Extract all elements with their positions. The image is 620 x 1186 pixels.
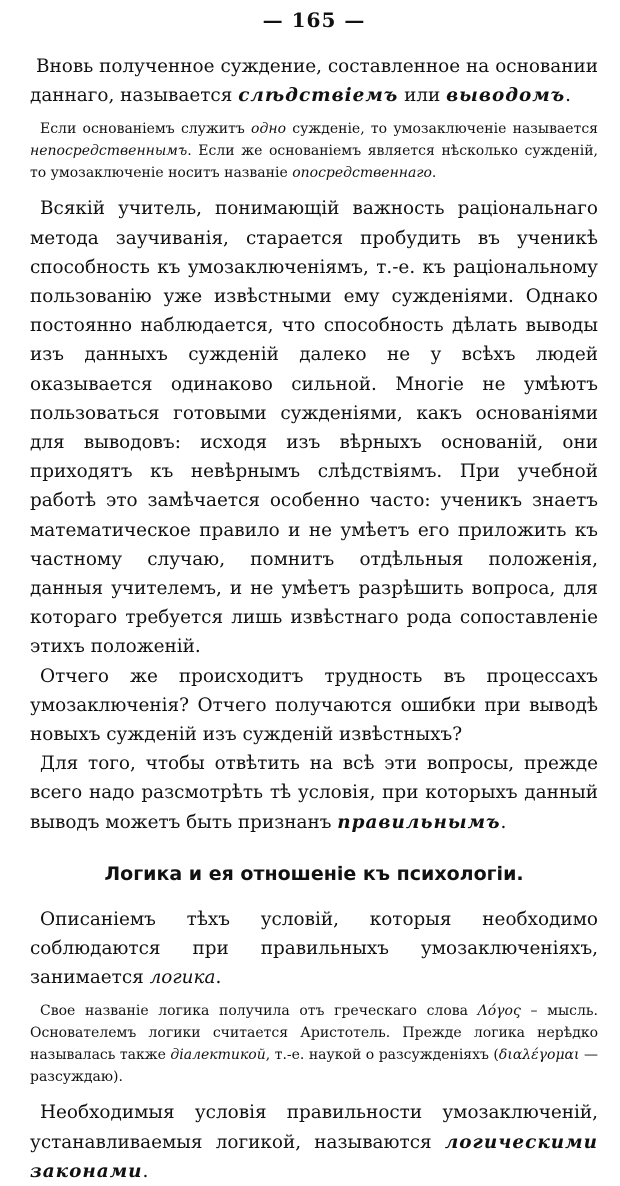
text: — разсуждаю).	[30, 1047, 599, 1086]
paragraph-teacher: Всякій учитель, понимающій важность раціональнаго метода заучиванія, старается пробудить въ ученикѣ способность къ умозаключеніямъ, т.-е. къ раціональному пользованію уже извѣстными ему сужденіями. Однако постоянно наблюдается, что способность дѣлать выводы изъ данныхъ сужденій далеко не у всѣхъ людей оказывается одинаково сильной. Многіе не умѣютъ пользоваться готовыми сужденіями, какъ основаніями для выводовъ: исходя изъ вѣрныхъ основаній, они приходятъ къ невѣрнымъ слѣдствіямъ. При учебной работѣ это замѣчается особенно часто: ученикъ знаетъ математическое правило и не умѣетъ его приложить къ частному случаю, помнитъ отдѣльныя положенія, данныя учителемъ, и не умѣетъ разрѣшить вопроса, для котораго требуется лишь извѣстнаго рода сопоставленіе этихъ положеній.	[30, 198, 598, 658]
text: Описаніемъ тѣхъ условій, которыя необходимо соблюдаются при правильныхъ умозаключеніяхъ, занимается	[30, 908, 598, 989]
term-logical-laws: логическими законами	[30, 1131, 598, 1182]
term-immediate: непосредственнымъ	[30, 143, 188, 160]
term-logic: логика	[149, 967, 216, 989]
note-inference-types	[30, 118, 598, 184]
page-number: — 165 —	[262, 8, 366, 32]
paragraph-laws	[30, 1098, 598, 1186]
text: .	[431, 165, 437, 182]
text: Если основаніемъ служитъ	[40, 121, 252, 138]
text: .	[215, 967, 222, 989]
note-logic-name	[30, 1000, 598, 1088]
term-one: одно	[251, 121, 286, 138]
text: Вновь полученное суждение, составленное на основании даннаго, называется	[30, 56, 598, 107]
text: – мысль. Основателемъ логики считается Аристотель. Прежде логика нерѣдко называлась также	[30, 1003, 598, 1064]
paragraph-consequence	[30, 52, 598, 110]
paragraph-conditions	[30, 749, 598, 837]
term-dialegomai: διαλέγομαι	[498, 1047, 580, 1064]
text: Необходимыя условія правильности умозаключеній, устанавливаемыя логикой, называются	[30, 1102, 598, 1153]
section-heading: Логика и ея отношеніе къ психологіи.	[104, 862, 524, 885]
term-consequence: слѣдствіемъ	[238, 85, 399, 107]
term-conclusion: выводомъ	[446, 85, 566, 107]
text: .	[565, 85, 572, 107]
text: .	[500, 811, 507, 833]
text: Свое названіе логика получила отъ греческаго слова	[40, 1003, 478, 1020]
term-logos: Λόγος	[477, 1003, 521, 1020]
text: Для того, чтобы отвѣтить на всѣ эти вопросы, прежде всего надо разсмотрѣть тѣ условія, при которыхъ данный выводъ можетъ быть признанъ	[30, 753, 598, 833]
text: . Если же основаніемъ является нѣсколько сужденій, то умозаключеніе носитъ названіе	[30, 143, 598, 182]
text: или	[398, 85, 447, 107]
text: сужденіе, то умозаключеніе называется	[286, 121, 598, 138]
term-correct: правильнымъ	[337, 811, 501, 833]
paragraph-logic	[30, 905, 598, 993]
text: , т.-е. наукой о разсужденіяхъ (	[265, 1047, 499, 1064]
term-mediated: опосредственнаго	[292, 165, 432, 182]
term-dialectics: діалектикой	[170, 1047, 266, 1064]
text: .	[142, 1160, 149, 1182]
paragraph-question: Отчего же происходитъ трудность въ процессахъ умозаключенія? Отчего получаются ошибки при выводѣ новыхъ сужденій изъ сужденій извѣстныхъ?	[30, 665, 598, 746]
